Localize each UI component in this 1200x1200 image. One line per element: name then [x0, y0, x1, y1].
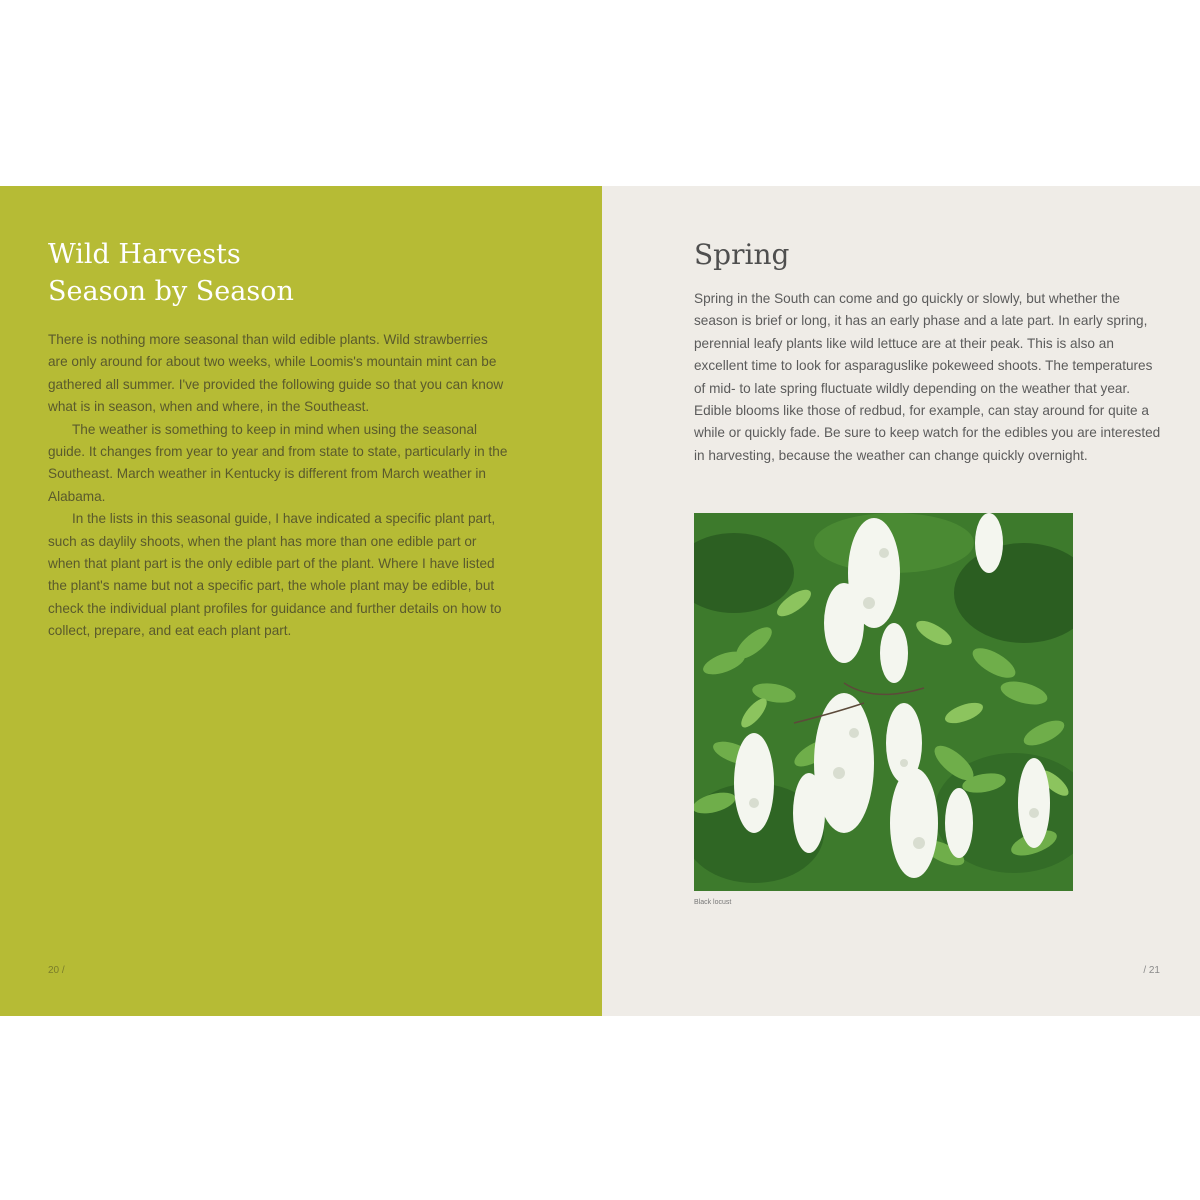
left-page [0, 186, 602, 1016]
body-paragraph: There is nothing more seasonal than wild edible plants. Wild strawberries are only around for about two weeks, while Loomis's mountain mint can be gathered all summer. I've provided the following guide so that you can know what is in season, when and where, in the Southeast. [48, 332, 504, 415]
body-paragraph: In the lists in this seasonal guide, I have indicated a specific plant part, such as daylily shoots, when the plant has more than one edible part or when that plant part is the only edible part of the plant. Where I have listed the plant's name but not a specific part, the whole plant may be edible, but check the individual plant profiles for guidance and further details on how to collect, prepare, and eat each plant part. [48, 511, 502, 639]
body-paragraph: The weather is something to keep in mind when using the seasonal guide. It changes from year to year and from state to state, particularly in the Southeast. March weather in Kentucky is different from March weather in Alabama. [48, 421, 508, 504]
right-page-body: Spring in the South can come and go quickly or slowly, but whether the season is brief or long, it has an early phase and a late part. In early spring, perennial leafy plants like wild lettuce are at their peak. This is also an excellent time to look for asparaguslike pokeweed shoots. The temperatures of mid- to late spring fluctuate wildly depending on the weather that year. Edible blooms like those of redbud, for example, can stay around for quite a while or quickly fade. Be sure to keep watch for the edibles you are interested in harvesting, because the weather can change quickly overnight. [694, 291, 1161, 463]
book-spread [0, 186, 1200, 1016]
title-line-2: Season by Season [48, 276, 294, 307]
left-page-body [48, 329, 508, 643]
page-number-left: 20 / [48, 965, 65, 976]
black-locust-photo [694, 513, 1073, 891]
title-line-1: Wild Harvests [48, 239, 241, 270]
left-page-title [48, 236, 568, 310]
photo-illustration [694, 513, 1073, 891]
right-page-title: Spring [694, 238, 790, 271]
right-page [602, 186, 1200, 1016]
photo-caption: Black locust [694, 899, 732, 906]
page-number-right: / 21 [1143, 965, 1160, 976]
